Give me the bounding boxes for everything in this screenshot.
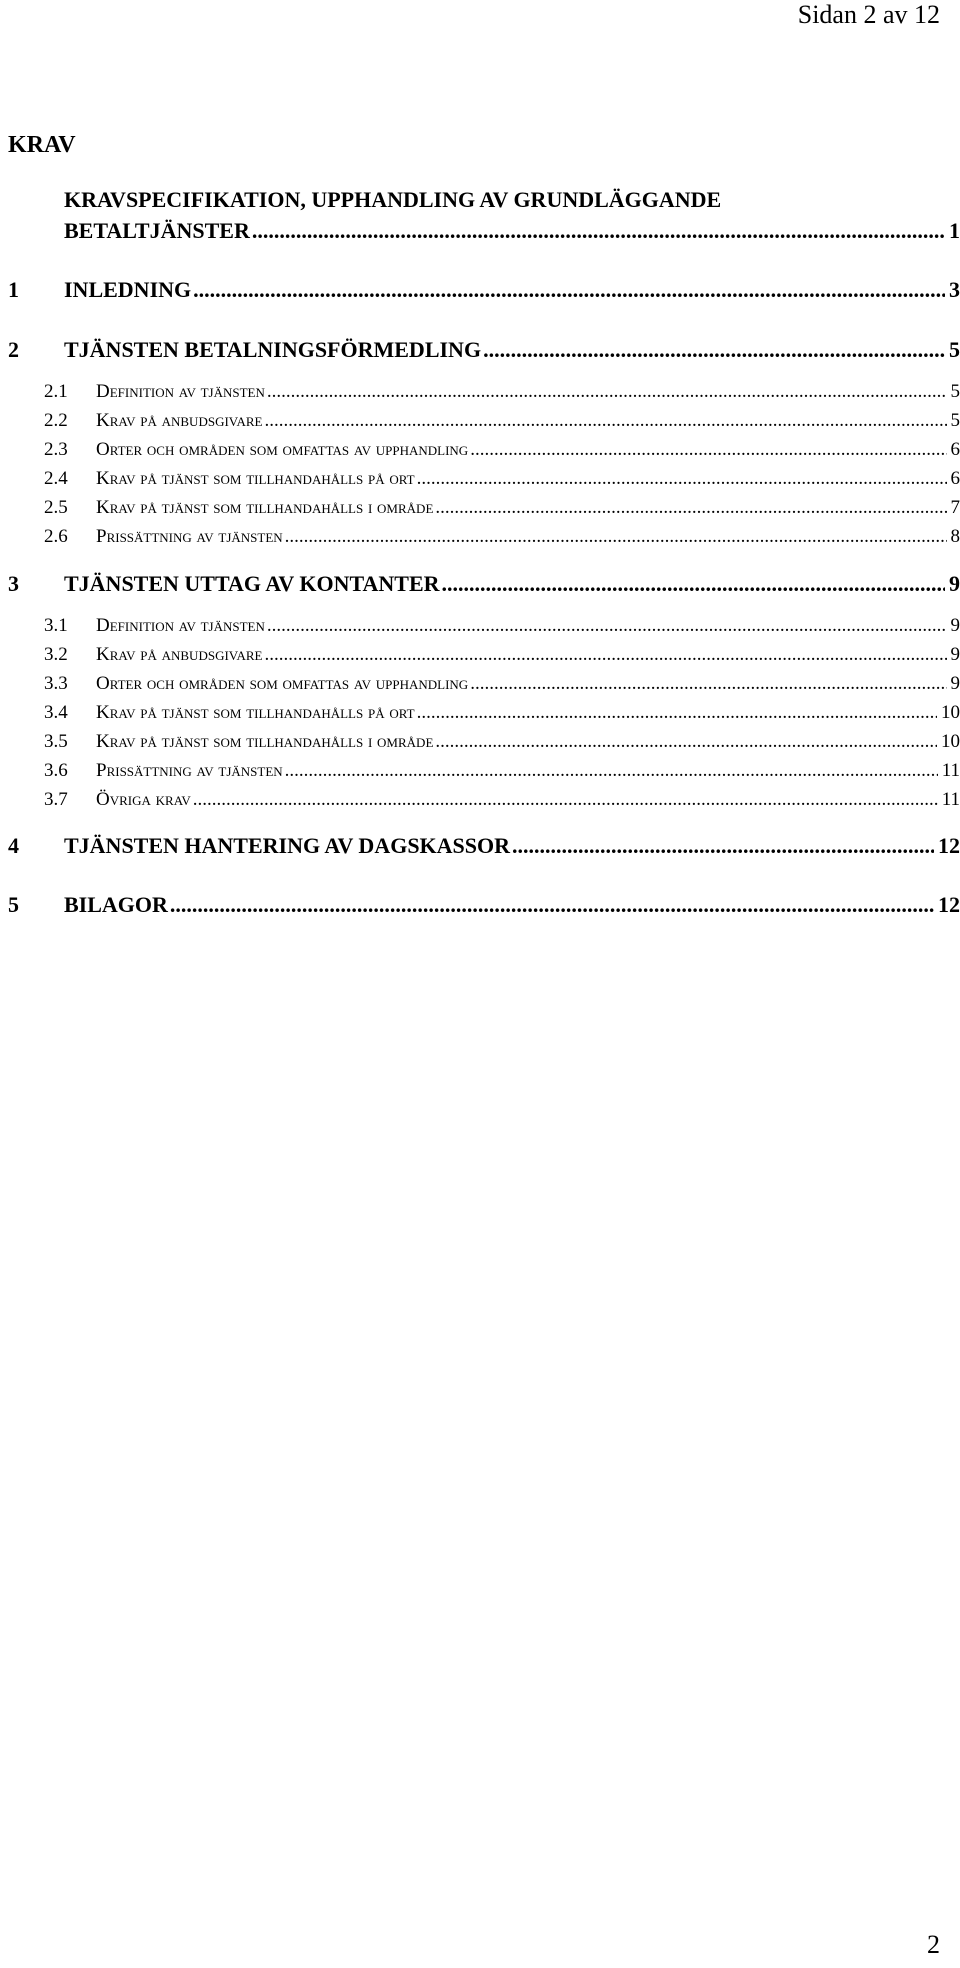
toc-dot-leader [415,701,937,725]
toc-entry-number: 3.2 [44,644,68,665]
toc-entry-page-number: 3 [949,277,960,302]
toc-dot-leader [263,409,947,433]
toc-entry-number: 3.5 [44,731,68,752]
toc-dot-leader [191,788,938,812]
toc-dot-leader [433,496,946,520]
page-indicator: Sidan 2 av 12 [797,0,940,29]
toc-entry-sub[interactable] [8,380,960,404]
toc-entry-label: TJÄNSTEN BETALNINGSFÖRMEDLING [64,337,482,362]
toc-dot-leader [263,643,947,667]
toc-dot-leader [468,438,946,462]
toc-dot-leader [265,614,947,638]
toc-dot-leader [265,380,947,404]
toc-entry-number: 5 [8,892,19,917]
toc-entry-label: Krav på tjänst som tillhandahålls på ort [96,468,415,489]
toc-entry-main[interactable] [8,336,960,364]
toc-entry-number: 3.7 [44,789,68,810]
toc-entry-sub[interactable] [8,496,960,520]
toc-entry-sub[interactable] [8,701,960,725]
toc-entry-main[interactable] [8,832,960,860]
toc-entry-number: 3.6 [44,760,68,781]
toc-entry-sub[interactable] [8,730,960,754]
toc-entry-page-number: 9 [949,571,960,596]
toc-entry-sub[interactable] [8,788,960,812]
toc-dot-leader [433,730,937,754]
toc-entry-page-number: 1 [949,218,960,243]
toc-entry-number: 3 [8,571,19,596]
toc-entry-page-number: 12 [938,892,960,917]
document-heading: KRAV [8,132,76,158]
toc-entry-main[interactable] [8,186,960,214]
toc-entry-number: 2.1 [44,381,68,402]
toc-entry-label: Prissättning av tjänsten [96,760,283,781]
toc-entry-main[interactable] [8,891,960,919]
toc-entry-label: KRAVSPECIFIKATION, UPPHANDLING AV GRUNDLÄGGANDE [64,187,722,212]
toc-entry-sub[interactable] [8,759,960,783]
toc-entry-label: INLEDNING [64,277,192,302]
toc-dot-leader [415,467,947,491]
toc-entry-page-number: 10 [941,702,960,723]
toc-entry-main[interactable] [8,276,960,304]
toc-entry-page-number: 7 [950,497,960,518]
toc-dot-leader [481,336,945,364]
toc-entry-page-number: 6 [950,468,960,489]
toc-entry-number: 1 [8,277,19,302]
toc-entry-sub[interactable] [8,467,960,491]
toc-entry-page-number: 9 [950,615,960,636]
toc-entry-label: BILAGOR [64,892,168,917]
toc-dot-leader [250,217,945,245]
toc-entry-number: 2 [8,337,19,362]
toc-entry-number: 3.1 [44,615,68,636]
toc-entry-label: Krav på tjänst som tillhandahålls i område [96,497,434,518]
toc-dot-leader [510,832,934,860]
toc-entry-number: 2.4 [44,468,68,489]
toc-entry-page-number: 5 [950,410,960,431]
toc-dot-leader [168,891,934,919]
toc-entry-sub[interactable] [8,672,960,696]
toc-entry-main[interactable] [8,217,960,245]
toc-entry-label: Övriga krav [96,789,191,810]
toc-entry-number: 4 [8,833,19,858]
toc-dot-leader [468,672,946,696]
footer-page-number: 2 [927,1930,940,1959]
toc-entry-main[interactable] [8,570,960,598]
toc-entry-page-number: 11 [941,789,960,810]
toc-entry-sub[interactable] [8,614,960,638]
toc-entry-label: Krav på tjänst som tillhandahålls på ort [96,702,415,723]
toc-entry-sub[interactable] [8,643,960,667]
toc-dot-leader [283,525,947,549]
toc-entry-page-number: 8 [950,526,960,547]
toc-entry-label: Orter och områden som omfattas av upphandling [96,673,469,694]
toc-entry-page-number: 9 [950,673,960,694]
toc-entry-page-number: 11 [941,760,960,781]
toc-entry-sub[interactable] [8,438,960,462]
toc-entry-label: Krav på anbudsgivare [96,644,263,665]
toc-entry-sub[interactable] [8,409,960,433]
toc-entry-number: 2.3 [44,439,68,460]
toc-entry-page-number: 5 [949,337,960,362]
toc-entry-number: 3.3 [44,673,68,694]
toc-entry-label: TJÄNSTEN HANTERING AV DAGSKASSOR [64,833,511,858]
toc-entry-page-number: 10 [941,731,960,752]
toc-entry-page-number: 9 [950,644,960,665]
toc-entry-number: 3.4 [44,702,68,723]
toc-entry-label: Prissättning av tjänsten [96,526,283,547]
toc-entry-label: TJÄNSTEN UTTAG AV KONTANTER [64,571,440,596]
toc-entry-label: Definition av tjänsten [96,615,265,636]
toc-entry-page-number: 12 [938,833,960,858]
toc-entry-page-number: 6 [950,439,960,460]
toc-dot-leader [440,570,945,598]
toc-entry-page-number: 5 [950,381,960,402]
toc-entry-number: 2.2 [44,410,68,431]
toc-entry-label: Krav på tjänst som tillhandahålls i område [96,731,434,752]
toc-entry-sub[interactable] [8,525,960,549]
toc-entry-label: BETALTJÄNSTER [64,218,250,243]
toc-entry-label: Orter och områden som omfattas av upphandling [96,439,469,460]
toc-entry-number: 2.6 [44,526,68,547]
toc-dot-leader [283,759,938,783]
toc-entry-label: Krav på anbudsgivare [96,410,263,431]
toc-entry-label: Definition av tjänsten [96,381,265,402]
toc-entry-number: 2.5 [44,497,68,518]
toc-dot-leader [191,276,945,304]
